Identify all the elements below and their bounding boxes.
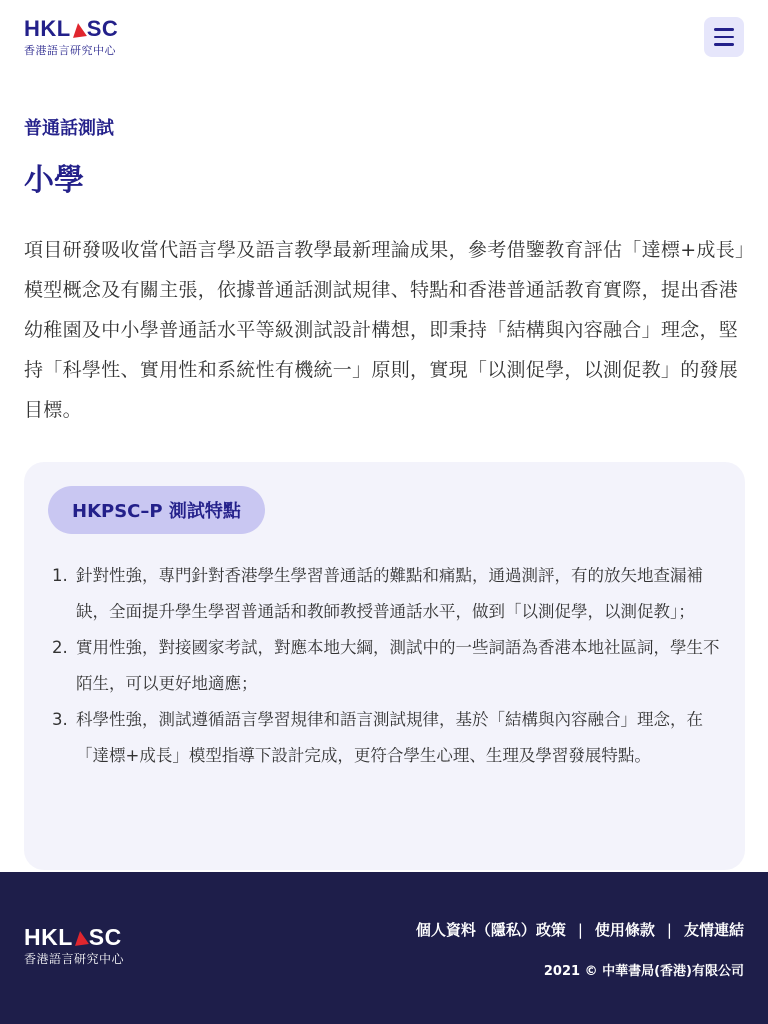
list-item-number: 3.	[52, 710, 68, 729]
list-item-number: 2.	[52, 638, 68, 657]
list-item	[52, 702, 722, 774]
section-eyebrow: 普通話測試	[24, 118, 114, 139]
list-item-text: 科學性強，測試遵循語言學習規律和語言測試規律，基於「結構與內容融合」理念，在「達標+成長」模型指導下設計完成，更符合學生心理、生理及學習發展特點。	[76, 710, 703, 765]
logo-text-hk: HK	[24, 16, 57, 41]
list-item-text: 針對性強，專門針對香港學生學習普通話的難點和痛點，通過測評，有的放矢地查漏補缺，全面提升學生學習普通話和教師教授普通話水平，做到「以測促學，以測促教」；	[76, 566, 703, 621]
features-card	[24, 462, 745, 870]
footer-logo-subtitle: 香港語言研究中心	[24, 952, 125, 966]
logo-red-triangle-icon	[71, 22, 87, 38]
list-item-text: 實用性強，對接國家考試，對應本地大綱，測試中的一些詞語為香港本地社區詞，學生不陌生，可以更好地適應；	[76, 638, 720, 693]
logo-subtitle: 香港語言研究中心	[24, 44, 116, 57]
features-list	[52, 558, 722, 774]
list-item	[52, 630, 722, 702]
footer-logo-red-triangle-icon	[73, 930, 89, 946]
footer-logo-letter-l-icon: L	[58, 924, 73, 950]
hklsc-logo[interactable]	[24, 18, 118, 58]
footer-link-separator: |	[577, 920, 583, 939]
features-heading-pill: HKPSC–P 測試特點	[48, 486, 265, 534]
footer-logo-text-sc: SC	[88, 924, 122, 950]
footer-logo[interactable]	[24, 926, 124, 967]
hamburger-line	[714, 36, 734, 39]
list-item	[52, 558, 722, 630]
logo-letter-l-icon: L	[56, 16, 71, 41]
friendly-links-link[interactable]: 友情連結	[683, 921, 744, 939]
footer-links	[416, 919, 744, 940]
page-title: 小學	[24, 163, 84, 198]
hamburger-line	[714, 43, 734, 46]
copyright-text: 2021 © 中華書局(香港)有限公司	[543, 964, 744, 979]
footer-logo-text-hk: HK	[24, 924, 59, 950]
list-item-number: 1.	[52, 566, 68, 585]
hamburger-menu-icon	[714, 28, 734, 31]
privacy-policy-link[interactable]: 個人資料（隱私）政策	[415, 921, 566, 939]
terms-of-use-link[interactable]: 使用條款	[594, 921, 655, 939]
site-footer	[0, 872, 768, 1024]
logo-text-sc: SC	[86, 16, 119, 41]
footer-link-separator: |	[666, 920, 672, 939]
hamburger-menu-button[interactable]	[704, 17, 744, 57]
footer-logo-wordmark	[24, 926, 124, 948]
site-header	[0, 0, 768, 76]
logo-wordmark	[24, 18, 118, 40]
intro-paragraph: 項目研發吸收當代語言學及語言教學最新理論成果，參考借鑒教育評估「達標+成長」模型概念及有關主張，依據普通話測試規律、特點和香港普通話教育實際，提出香港幼稚園及中小學普通話水平等級測試設計構想，即秉持「結構與內容融合」理念，堅持「科學性、實用性和系統性有機統一」原則，實現「以測促學，以測促教」的發展目標。	[24, 239, 745, 421]
